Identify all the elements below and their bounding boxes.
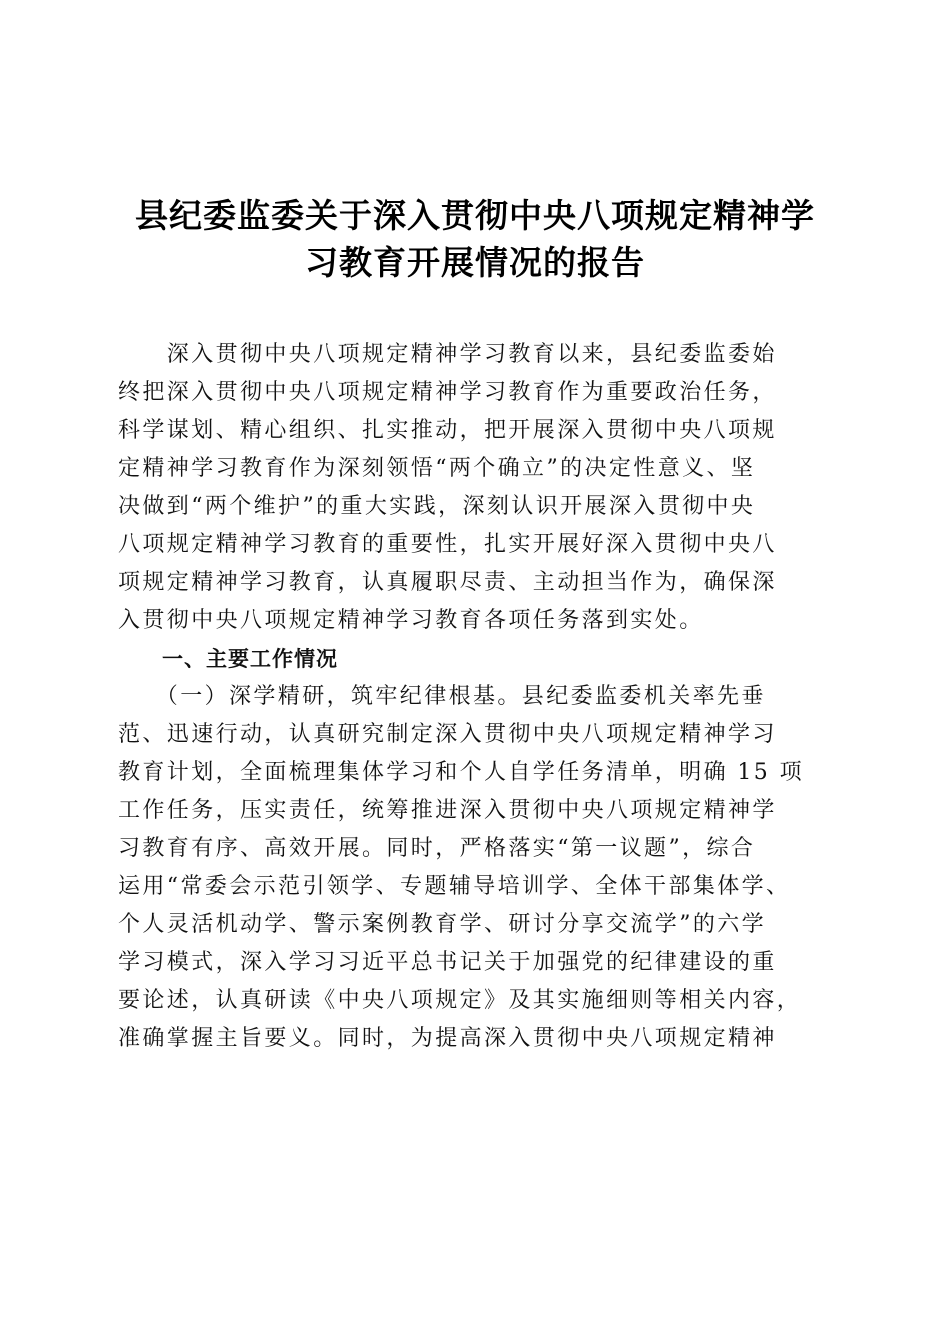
- body-line: 入贯彻中央八项规定精神学习教育各项任务落到实处。: [118, 608, 704, 633]
- body-line: 范、迅速行动，认真研究制定深入贯彻中央八项规定精神学习: [118, 722, 777, 747]
- body-line: 项规定精神学习教育，认真履职尽责、主动担当作为，确保深: [118, 570, 777, 595]
- body-line: 准确掌握主旨要义。同时，为提高深入贯彻中央八项规定精神: [118, 1026, 777, 1051]
- title-line-1: 县纪委监委关于深入贯彻中央八项规定精神学: [135, 196, 815, 235]
- body-line: 八项规定精神学习教育的重要性，扎实开展好深入贯彻中央八: [118, 532, 777, 557]
- body-line: （一）深学精研，筑牢纪律根基。县纪委监委机关率先垂: [118, 684, 766, 709]
- document-body: [118, 336, 834, 1058]
- body-line: 工作任务，压实责任，统筹推进深入贯彻中央八项规定精神学: [118, 798, 777, 823]
- body-line: 定精神学习教育作为深刻领悟“两个确立”的决定性意义、坚: [118, 456, 756, 481]
- body-line: 决做到“两个维护”的重大实践，深刻认识开展深入贯彻中央: [118, 494, 756, 519]
- body-line: 深入贯彻中央八项规定精神学习教育以来，县纪委监委始: [118, 342, 777, 367]
- body-line: 科学谋划、精心组织、扎实推动，把开展深入贯彻中央八项规: [118, 418, 777, 443]
- body-line: 运用“常委会示范引领学、专题辅导培训学、全体干部集体学、: [118, 874, 791, 899]
- body-line: 要论述，认真研读《中央八项规定》及其实施细则等相关内容，: [118, 988, 802, 1013]
- title-line-2: 习教育开展情况的报告: [305, 243, 645, 282]
- body-line: 习教育有序、高效开展。同时，严格落实“第一议题”，综合: [118, 836, 756, 861]
- body-line: 教育计划，全面梳理集体学习和个人自学任务清单，明确 15 项: [118, 760, 804, 785]
- body-line: 学习模式，深入学习习近平总书记关于加强党的纪律建设的重: [118, 950, 777, 975]
- document-title: [100, 192, 850, 286]
- section-heading: 一、主要工作情况: [118, 647, 338, 671]
- body-line: 个人灵活机动学、警示案例教育学、研讨分享交流学”的六学: [118, 912, 767, 937]
- body-line: 终把深入贯彻中央八项规定精神学习教育作为重要政治任务，: [118, 380, 777, 405]
